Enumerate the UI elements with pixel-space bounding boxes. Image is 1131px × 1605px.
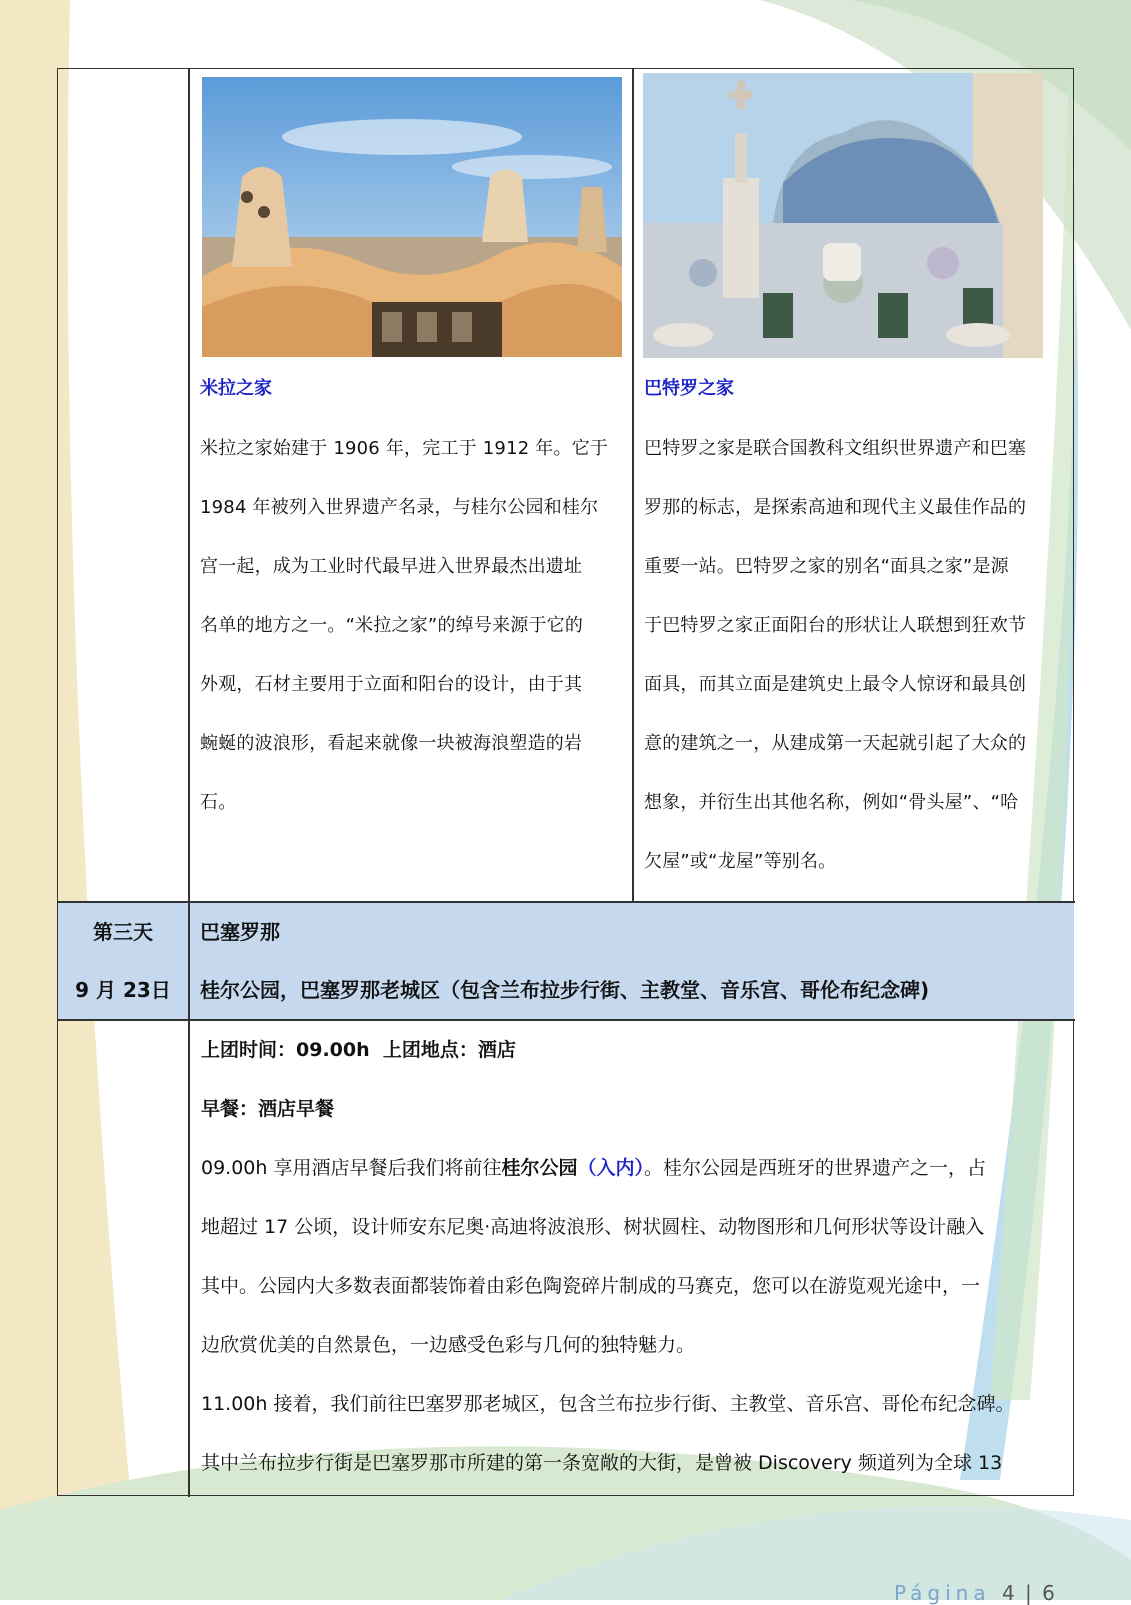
col-divider-middle [632, 69, 634, 902]
casa-batllo-line: 巴特罗之家是联合国教科文组织世界遗产和巴塞 [644, 438, 1027, 459]
meeting-info [201, 1021, 1056, 1080]
casa-mila-line: 石。 [200, 792, 237, 813]
casa-mila-description [200, 419, 614, 832]
casa-mila-line: 米拉之家始建于 1906 年，完工于 1912 年。它于 [200, 438, 609, 459]
casa-batllo-line: 重要一站。巴特罗之家的别名“面具之家”是源 [644, 556, 1009, 577]
day-city: 巴塞罗那 [200, 920, 280, 944]
casa-batllo-photo [643, 73, 1043, 358]
casa-batllo-line: 于巴特罗之家正面阳台的形状让人联想到狂欢节 [644, 615, 1027, 636]
itinerary-line: 11.00h 接着，我们前往巴塞罗那老城区，包含兰布拉步行街、主教堂、音乐宫、哥伦布纪念碑。 [201, 1393, 1015, 1415]
casa-batllo-line: 罗那的标志，是探索高迪和现代主义最佳作品的 [644, 497, 1027, 518]
casa-mila-line: 外观，石材主要用于立面和阳台的设计，由于其 [200, 674, 583, 695]
day-label: 第三天 [93, 920, 153, 944]
p1-rest: 。桂尔公园是西班牙的世界遗产之一，占 [644, 1157, 987, 1179]
casa-mila-line: 名单的地方之一。“米拉之家”的绰号来源于它的 [200, 615, 584, 636]
casa-mila-line: 1984 年被列入世界遗产名录，与桂尔公园和桂尔 [200, 497, 599, 518]
casa-mila-line: 宫一起，成为工业时代最早进入世界最杰出遗址 [200, 556, 583, 577]
casa-batllo-line: 想象，并衍生出其他名称，例如“骨头屋”、“哈 [644, 792, 1019, 813]
meeting-place: 上团地点：酒店 [382, 1039, 516, 1061]
itinerary-line: 地超过 17 公顷，设计师安东尼奥·高迪将波浪形、树状圆柱、动物图形和几何形状等设计融入 [201, 1216, 985, 1238]
day-route: 桂尔公园，巴塞罗那老城区（包含兰布拉步行街、主教堂、音乐宫、哥伦布纪念碑) [200, 978, 930, 1002]
meeting-time: 上团时间：09.00h [201, 1039, 370, 1061]
footer-label: Página [894, 1581, 991, 1605]
casa-batllo-line: 面具，而其立面是建筑史上最令人惊讶和最具创 [644, 674, 1027, 695]
page-number: 4 | 6 [1001, 1581, 1057, 1605]
col-divider-left [188, 69, 190, 1497]
casa-mila-title: 米拉之家 [200, 378, 272, 399]
casa-mila-line: 蜿蜒的波浪形，看起来就像一块被海浪塑造的岩 [200, 733, 583, 754]
itinerary-line: 边欣赏优美的自然景色，一边感受色彩与几何的独特魅力。 [201, 1334, 696, 1356]
day-date: 9 月 23日 [75, 978, 171, 1002]
col-divider-header [188, 903, 190, 1019]
itinerary-table [57, 68, 1074, 1496]
entry-tag: （入内） [577, 1157, 645, 1179]
breakfast-info: 早餐：酒店早餐 [201, 1098, 335, 1120]
casa-batllo-title: 巴特罗之家 [644, 378, 734, 399]
casa-batllo-line: 意的建筑之一，从建成第一天起就引起了大众的 [644, 733, 1027, 754]
page-footer [894, 1581, 1057, 1605]
casa-batllo-description [644, 419, 1058, 891]
guell-park-name: 桂尔公园 [501, 1157, 578, 1179]
casa-mila-photo [202, 77, 622, 357]
itinerary-line: 其中。公园内大多数表面都装饰着由彩色陶瓷碎片制成的马赛克，您可以在游览观光途中，一 [201, 1275, 981, 1297]
itinerary-line: 其中兰布拉步行街是巴塞罗那市所建的第一条宽敞的大街，是曾被 Discovery 频道列为全球 13 [201, 1452, 1003, 1474]
casa-batllo-line: 欠屋”或“龙屋”等别名。 [644, 851, 837, 872]
p1-start: 09.00h 享用酒店早餐后我们将前往 [201, 1157, 502, 1179]
itinerary-paragraph-1 [201, 1139, 1056, 1198]
